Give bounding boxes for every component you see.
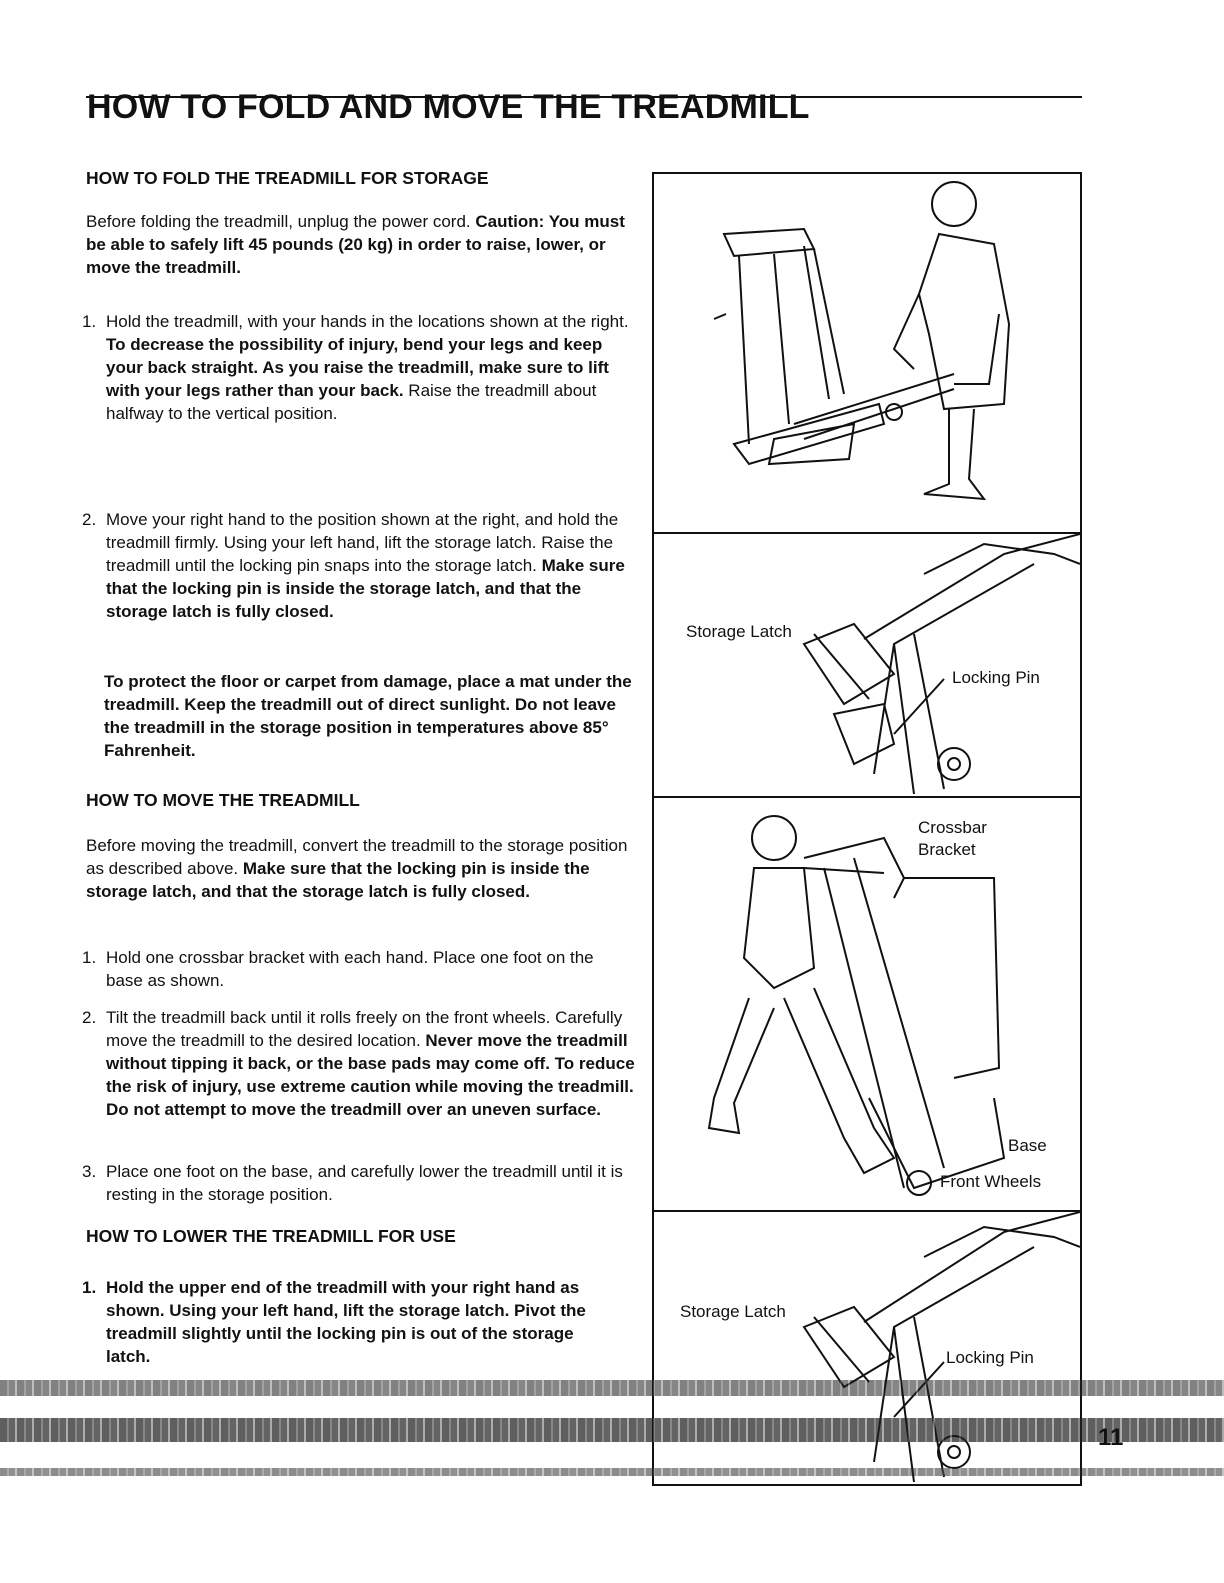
illustration-move-treadmill	[652, 796, 1082, 1214]
fold-step-1-a: Hold the treadmill, with your hands in the locations shown at the right.	[106, 312, 629, 331]
scan-smear-3	[0, 1468, 1224, 1476]
storage-latch-drawing	[654, 534, 1080, 798]
fold-warning: To protect the floor or carpet from damage, place a mat under the treadmill. Keep the treadmill out of direct sunlight. Do not leave the treadmill in the storage position in temperatures above 85° Fahrenheit.	[104, 672, 632, 760]
fold-intro-caution: Caution: You must be able to safely lift 45 pounds (20 kg) in order to raise, lower, or move the treadmill.	[86, 212, 625, 277]
label-bracket: Bracket	[918, 840, 976, 859]
move-step-1-text: Hold one crossbar bracket with each hand. Place one foot on the base as shown.	[106, 948, 594, 990]
move-step-3-text: Place one foot on the base, and carefully lower the treadmill until it is resting in the storage position.	[106, 1162, 623, 1204]
fold-heading: HOW TO FOLD THE TREADMILL FOR STORAGE	[86, 168, 489, 188]
move-step-2-b: Never move the treadmill without tipping it back, or the base pads may come off. To reduce the risk of injury, use extreme caution while moving the treadmill. Do not attempt to move the treadmill over an uneven surface.	[106, 1031, 635, 1119]
label-storage-latch-2: Storage Latch	[680, 1302, 786, 1321]
fold-step-1	[82, 310, 642, 425]
step-number: 1.	[82, 948, 97, 967]
step-number: 3.	[82, 1162, 97, 1181]
lower-step-1	[82, 1276, 622, 1368]
fold-step-1-b: To decrease the possibility of injury, bend your legs and keep your back straight. As you raise the treadmill, make sure to lift with your legs rather than your back.	[106, 335, 609, 400]
step-number: 1.	[82, 312, 97, 331]
illustration-lift-treadmill	[652, 172, 1082, 536]
fold-step-1-c: Raise the treadmill about halfway to the vertical position.	[106, 381, 597, 423]
illustration-lower-treadmill	[652, 1210, 1082, 1486]
move-step-1	[82, 946, 612, 992]
label-base: Base	[1008, 1136, 1047, 1155]
label-locking-pin-2: Locking Pin	[946, 1348, 1034, 1367]
label-storage-latch: Storage Latch	[686, 622, 792, 641]
lower-step-1-text: Hold the upper end of the treadmill with your right hand as shown. Using your left hand, lift the storage latch. Pivot the treadmill slightly until the locking pin is out of the storage latch.	[106, 1278, 586, 1366]
move-step-2-a: Tilt the treadmill back until it rolls freely on the front wheels. Carefully move the treadmill to the desired location.	[106, 1008, 623, 1050]
fold-step-2-b: Make sure that the locking pin is inside the storage latch, and that the storage latch is fully closed.	[106, 556, 625, 621]
step-number: 2.	[82, 510, 97, 529]
scan-smear-1	[0, 1380, 1224, 1396]
label-locking-pin: Locking Pin	[952, 668, 1040, 687]
step-number: 2.	[82, 1008, 97, 1027]
illustration-column	[652, 172, 1082, 1484]
move-intro-plain: Before moving the treadmill, convert the treadmill to the storage position as described above.	[86, 836, 628, 878]
fold-intro	[86, 210, 646, 279]
page-number: 11	[1098, 1424, 1124, 1451]
move-heading: HOW TO MOVE THE TREADMILL	[86, 790, 360, 810]
step-number: 1.	[82, 1278, 97, 1297]
lower-heading: HOW TO LOWER THE TREADMILL FOR USE	[86, 1226, 456, 1246]
fold-step-2-a: Move your right hand to the position shown at the right, and hold the treadmill firmly. Using your left hand, lift the storage latch. Raise the treadmill until the locking pin snaps into the storage latch.	[106, 510, 619, 575]
fold-intro-plain: Before folding the treadmill, unplug the power cord.	[86, 212, 476, 231]
fold-step-2	[82, 508, 642, 623]
move-intro-bold: Make sure that the locking pin is inside the storage latch, and that the storage latch is fully closed.	[86, 859, 590, 901]
move-step-2	[82, 1006, 642, 1121]
lift-treadmill-drawing	[654, 174, 1080, 534]
label-crossbar: Crossbar	[918, 818, 987, 837]
page-title: HOW TO FOLD AND MOVE THE TREADMILL	[87, 88, 810, 126]
label-front-wheels: Front Wheels	[940, 1172, 1042, 1191]
move-step-3	[82, 1160, 642, 1206]
move-intro	[86, 834, 631, 903]
illustration-storage-latch	[652, 532, 1082, 800]
scan-smear-2	[0, 1418, 1224, 1442]
